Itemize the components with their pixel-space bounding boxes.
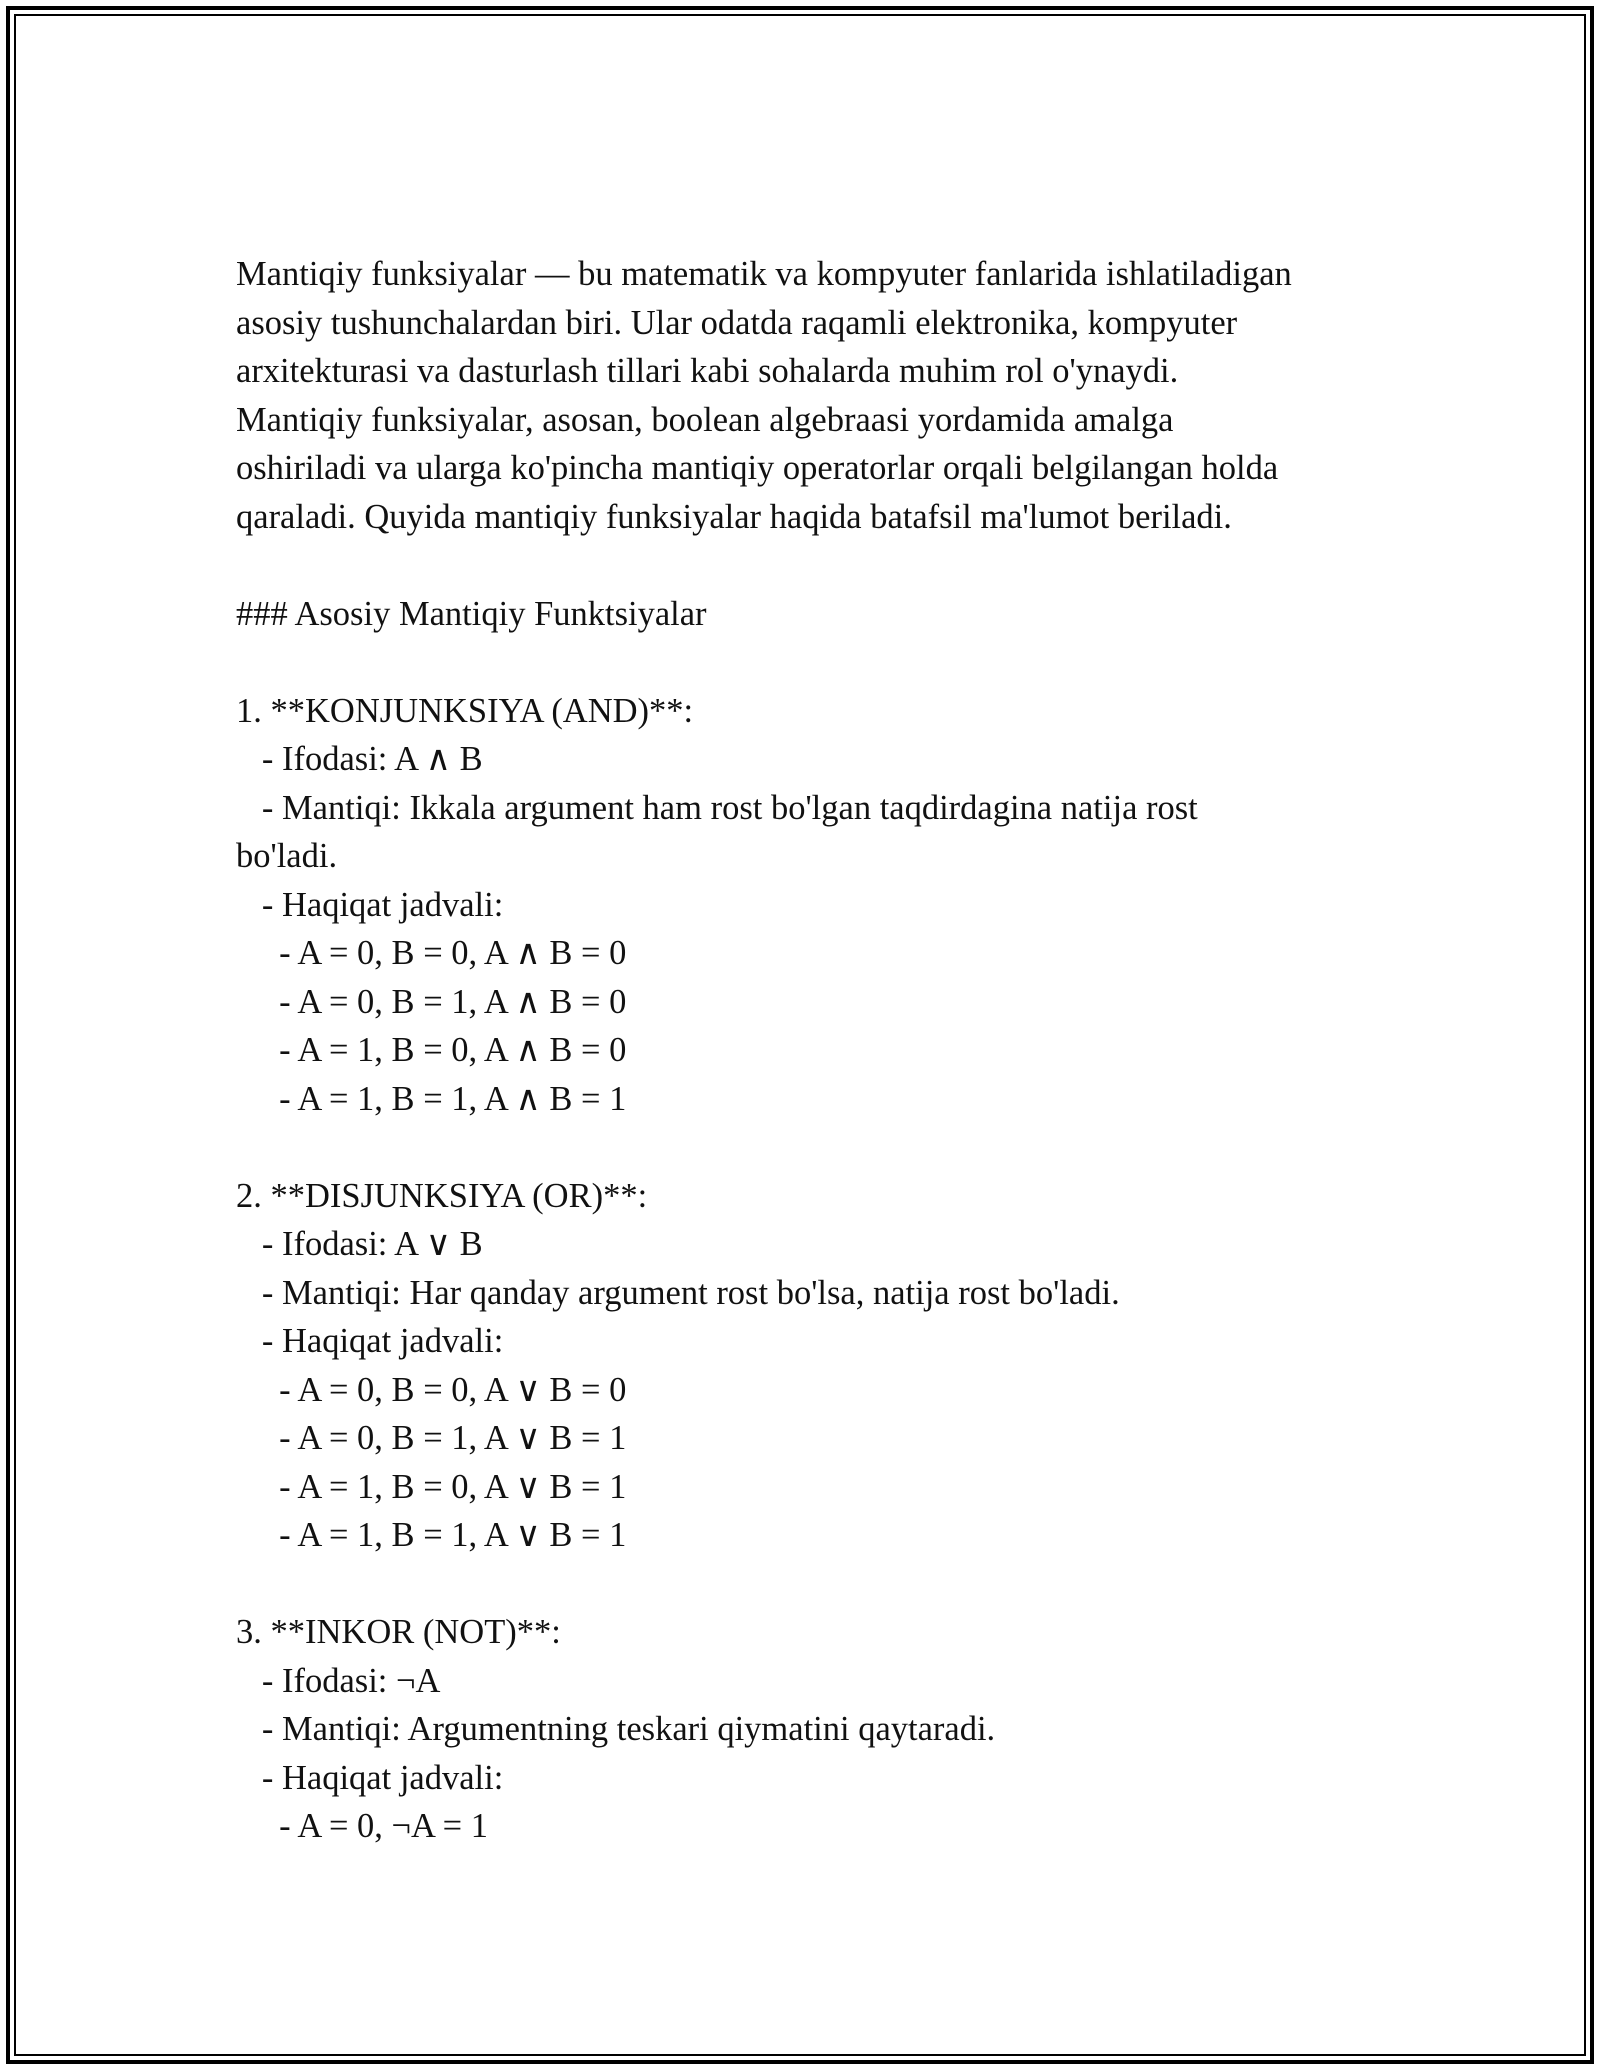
section-heading: ### Asosiy Mantiqiy Funktsiyalar	[236, 594, 707, 633]
list-subitem: - Haqiqat jadvali:	[236, 1322, 504, 1360]
list-subitem: - Mantiqi: Argumentning teskari qiymatini qaytaradi.	[236, 1710, 996, 1748]
list-subitem: - Mantiqi: Har qanday argument rost bo'lsa, natija rost bo'ladi.	[236, 1273, 1120, 1312]
list-item-heading: 2. **DISJUNKSIYA (OR)**:	[236, 1176, 648, 1215]
list-subitem: - Mantiqi: Ikkala argument ham rost bo'lgan taqdirdagina natija rost	[236, 788, 1198, 827]
blank-line	[236, 1123, 1376, 1172]
list-item-heading: 3. **INKOR (NOT)**:	[236, 1613, 561, 1651]
list-subitem: - Ifodasi: A ∧ B	[236, 740, 483, 778]
truth-table-row: - A = 0, B = 1, A ∨ B = 1	[236, 1419, 627, 1457]
truth-table-row: - A = 1, B = 0, A ∨ B = 1	[236, 1467, 627, 1506]
truth-table-row: - A = 1, B = 1, A ∨ B = 1	[236, 1516, 627, 1554]
list-subitem: - Ifodasi: A ∨ B	[236, 1225, 483, 1263]
document-body	[236, 250, 1376, 1851]
paragraph-line: Mantiqiy funksiyalar — bu matematik va kompyuter fanlarida ishlatiladigan	[236, 255, 1292, 293]
blank-line	[236, 638, 1376, 687]
truth-table-row: - A = 0, B = 1, A ∧ B = 0	[236, 982, 627, 1021]
truth-table-row: - A = 0, ¬A = 1	[236, 1807, 488, 1845]
blank-line	[236, 1560, 1376, 1609]
list-item-heading: 1. **KONJUNKSIYA (AND)**:	[236, 691, 694, 730]
blank-line	[236, 541, 1376, 590]
paragraph-line: Mantiqiy funksiyalar, asosan, boolean algebraasi yordamida amalga	[236, 400, 1174, 439]
truth-table-row: - A = 0, B = 0, A ∨ B = 0	[236, 1370, 627, 1409]
list-subitem-continuation: bo'ladi.	[236, 837, 338, 875]
paragraph-line: arxitekturasi va dasturlash tillari kabi sohalarda muhim rol o'ynaydi.	[236, 352, 1179, 390]
paragraph-line: qaraladi. Quyida mantiqiy funksiyalar haqida batafsil ma'lumot beriladi.	[236, 497, 1232, 536]
truth-table-row: - A = 1, B = 0, A ∧ B = 0	[236, 1031, 627, 1069]
list-subitem: - Ifodasi: ¬A	[236, 1661, 441, 1700]
truth-table-row: - A = 1, B = 1, A ∧ B = 1	[236, 1079, 627, 1118]
truth-table-row: - A = 0, B = 0, A ∧ B = 0	[236, 934, 627, 972]
list-subitem: - Haqiqat jadvali:	[236, 885, 504, 924]
paragraph-line: asosiy tushunchalardan biri. Ular odatda raqamli elektronika, kompyuter	[236, 303, 1238, 342]
list-subitem: - Haqiqat jadvali:	[236, 1758, 504, 1797]
paragraph-line: oshiriladi va ularga ko'pincha mantiqiy operatorlar orqali belgilangan holda	[236, 449, 1279, 487]
